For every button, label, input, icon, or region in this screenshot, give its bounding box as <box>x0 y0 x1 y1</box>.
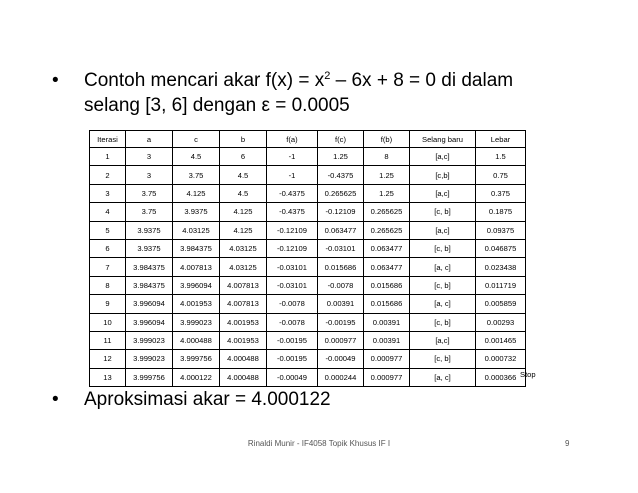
table-cell: 0.00391 <box>318 295 364 313</box>
table-row <box>90 203 526 221</box>
table-cell: 4.007813 <box>220 276 267 294</box>
bisection-table <box>89 130 526 387</box>
table-row <box>90 276 526 294</box>
table-row <box>90 368 526 386</box>
table-cell: 4.007813 <box>173 258 220 276</box>
table-cell: 0.015686 <box>364 295 410 313</box>
table-cell: 0.000977 <box>318 331 364 349</box>
table-cell: 0.046875 <box>476 239 526 257</box>
table-cell: 0.063477 <box>318 221 364 239</box>
table-cell: 0.063477 <box>364 258 410 276</box>
table-cell: 0.005859 <box>476 295 526 313</box>
exponent: 2 <box>324 70 331 82</box>
table-cell: -0.4375 <box>267 184 318 202</box>
bullet-dot: • <box>52 389 59 410</box>
column-header: a <box>126 131 173 148</box>
table-cell: 4.001953 <box>173 295 220 313</box>
table-cell: 7 <box>90 258 126 276</box>
table-cell: -0.00049 <box>267 368 318 386</box>
table-cell: 0.265625 <box>364 203 410 221</box>
example-line-1 <box>84 68 513 93</box>
table-cell: 4.03125 <box>173 221 220 239</box>
table-cell: 0.000732 <box>476 350 526 368</box>
table-cell: 4.125 <box>173 184 220 202</box>
table-row <box>90 313 526 331</box>
table-cell: -0.00049 <box>318 350 364 368</box>
table-cell: -0.03101 <box>267 258 318 276</box>
table-cell: -0.4375 <box>318 166 364 184</box>
table-cell: 0.265625 <box>364 221 410 239</box>
table-cell: 2 <box>90 166 126 184</box>
table-cell: 0.09375 <box>476 221 526 239</box>
table-row <box>90 331 526 349</box>
table-cell: 3.984375 <box>173 239 220 257</box>
table-cell: 13 <box>90 368 126 386</box>
table-cell: 6 <box>220 148 267 166</box>
table-row <box>90 239 526 257</box>
table-cell: -1 <box>267 148 318 166</box>
table-cell: 4.000488 <box>173 331 220 349</box>
table-cell: [a, c] <box>410 368 476 386</box>
table-row <box>90 148 526 166</box>
table-cell: 4.000488 <box>220 368 267 386</box>
table-cell: -0.0078 <box>267 313 318 331</box>
table-cell: -1 <box>267 166 318 184</box>
column-header: c <box>173 131 220 148</box>
table-cell: 3 <box>126 166 173 184</box>
table-cell: 1.25 <box>364 166 410 184</box>
table-cell: [a,c] <box>410 184 476 202</box>
table-cell: 3.999756 <box>173 350 220 368</box>
table-cell: 3.996094 <box>173 276 220 294</box>
example-line-2: selang [3, 6] dengan ε = 0.0005 <box>84 95 350 116</box>
table-cell: 0.1875 <box>476 203 526 221</box>
table-cell: 1.25 <box>364 184 410 202</box>
table-cell: 12 <box>90 350 126 368</box>
table-cell: 0.063477 <box>364 239 410 257</box>
table-cell: 3.999023 <box>173 313 220 331</box>
table-cell: 3.999023 <box>126 350 173 368</box>
column-header: f(c) <box>318 131 364 148</box>
table-cell: 4.5 <box>173 148 220 166</box>
equation-text: Contoh mencari akar f(x) = x <box>84 70 325 91</box>
table-cell: 0.75 <box>476 166 526 184</box>
table-cell: -0.00195 <box>267 350 318 368</box>
table-cell: 0.265625 <box>318 184 364 202</box>
table-cell: 1.5 <box>476 148 526 166</box>
table-cell: 8 <box>364 148 410 166</box>
footer-text: Rinaldi Munir - IF4058 Topik Khusus IF I <box>247 439 391 448</box>
table-cell: 0.000977 <box>364 350 410 368</box>
table-cell: [c,b] <box>410 166 476 184</box>
table-cell: 0.015686 <box>364 276 410 294</box>
table-cell: -0.03101 <box>318 239 364 257</box>
table-cell: 3.996094 <box>126 295 173 313</box>
bullet-dot: • <box>52 70 59 91</box>
table-cell: 10 <box>90 313 126 331</box>
table-cell: 4.000488 <box>220 350 267 368</box>
table-cell: 4.03125 <box>220 239 267 257</box>
table-cell: 3.996094 <box>126 313 173 331</box>
column-header: Selang baru <box>410 131 476 148</box>
table-cell: [c, b] <box>410 276 476 294</box>
result-text: Aproksimasi akar = 4.000122 <box>84 389 331 410</box>
table-cell: 0.00293 <box>476 313 526 331</box>
table-row <box>90 184 526 202</box>
table-cell: 0.000244 <box>318 368 364 386</box>
column-header: Iterasi <box>90 131 126 148</box>
table-cell: [c, b] <box>410 239 476 257</box>
table-cell: 3 <box>90 184 126 202</box>
page-number: 9 <box>565 439 570 448</box>
table-cell: 4.001953 <box>220 313 267 331</box>
table-row <box>90 221 526 239</box>
table-cell: [a,c] <box>410 331 476 349</box>
table-cell: 3.999023 <box>126 331 173 349</box>
table-row <box>90 295 526 313</box>
table-cell: -0.0078 <box>318 276 364 294</box>
table-cell: -0.12109 <box>318 203 364 221</box>
table-cell: 1 <box>90 148 126 166</box>
column-header: Lebar <box>476 131 526 148</box>
table-cell: 0.023438 <box>476 258 526 276</box>
table-cell: 4.007813 <box>220 295 267 313</box>
table-cell: -0.00195 <box>318 313 364 331</box>
table-cell: 0.011719 <box>476 276 526 294</box>
table-cell: 0.015686 <box>318 258 364 276</box>
table-cell: -0.12109 <box>267 221 318 239</box>
table-cell: 3.9375 <box>126 239 173 257</box>
table-cell: 3.75 <box>126 203 173 221</box>
table-cell: [c, b] <box>410 313 476 331</box>
table-cell: 3.984375 <box>126 276 173 294</box>
table-cell: [c, b] <box>410 203 476 221</box>
table-cell: [a, c] <box>410 258 476 276</box>
table-cell: 1.25 <box>318 148 364 166</box>
table-cell: 0.00391 <box>364 331 410 349</box>
table-cell: 3.75 <box>126 184 173 202</box>
table-cell: 3.9375 <box>173 203 220 221</box>
table-body <box>90 148 526 387</box>
table-cell: 0.00391 <box>364 313 410 331</box>
table-row <box>90 258 526 276</box>
stop-label: Stop <box>520 370 536 379</box>
table-cell: -0.0078 <box>267 295 318 313</box>
table-cell: 4.125 <box>220 203 267 221</box>
table-cell: 4.5 <box>220 184 267 202</box>
table-row <box>90 166 526 184</box>
table-cell: [a,c] <box>410 148 476 166</box>
column-header: b <box>220 131 267 148</box>
table-cell: 8 <box>90 276 126 294</box>
table-cell: 0.000977 <box>364 368 410 386</box>
table-cell: 4.001953 <box>220 331 267 349</box>
table-cell: 9 <box>90 295 126 313</box>
table-cell: 0.375 <box>476 184 526 202</box>
table-cell: 4.125 <box>220 221 267 239</box>
table-cell: 6 <box>90 239 126 257</box>
table-cell: -0.12109 <box>267 239 318 257</box>
table-cell: 0.001465 <box>476 331 526 349</box>
column-header: f(a) <box>267 131 318 148</box>
table-cell: 3.984375 <box>126 258 173 276</box>
table-cell: [a, c] <box>410 295 476 313</box>
table-cell: 3 <box>126 148 173 166</box>
table-cell: -0.03101 <box>267 276 318 294</box>
equation-rest: – 6x + 8 = 0 di dalam <box>330 70 514 91</box>
table-cell: -0.00195 <box>267 331 318 349</box>
table-cell: [c, b] <box>410 350 476 368</box>
table-cell: 4.000122 <box>173 368 220 386</box>
table-cell: 3.9375 <box>126 221 173 239</box>
table-cell: 3.75 <box>173 166 220 184</box>
table-cell: 4.5 <box>220 166 267 184</box>
table-row <box>90 350 526 368</box>
table-cell: -0.4375 <box>267 203 318 221</box>
table-cell: 3.999756 <box>126 368 173 386</box>
table-cell: 0.000366 <box>476 368 526 386</box>
table-cell: 4 <box>90 203 126 221</box>
table-cell: 5 <box>90 221 126 239</box>
table-header-row <box>90 131 526 148</box>
column-header: f(b) <box>364 131 410 148</box>
table-cell: 4.03125 <box>220 258 267 276</box>
table-cell: [a,c] <box>410 221 476 239</box>
table-cell: 11 <box>90 331 126 349</box>
